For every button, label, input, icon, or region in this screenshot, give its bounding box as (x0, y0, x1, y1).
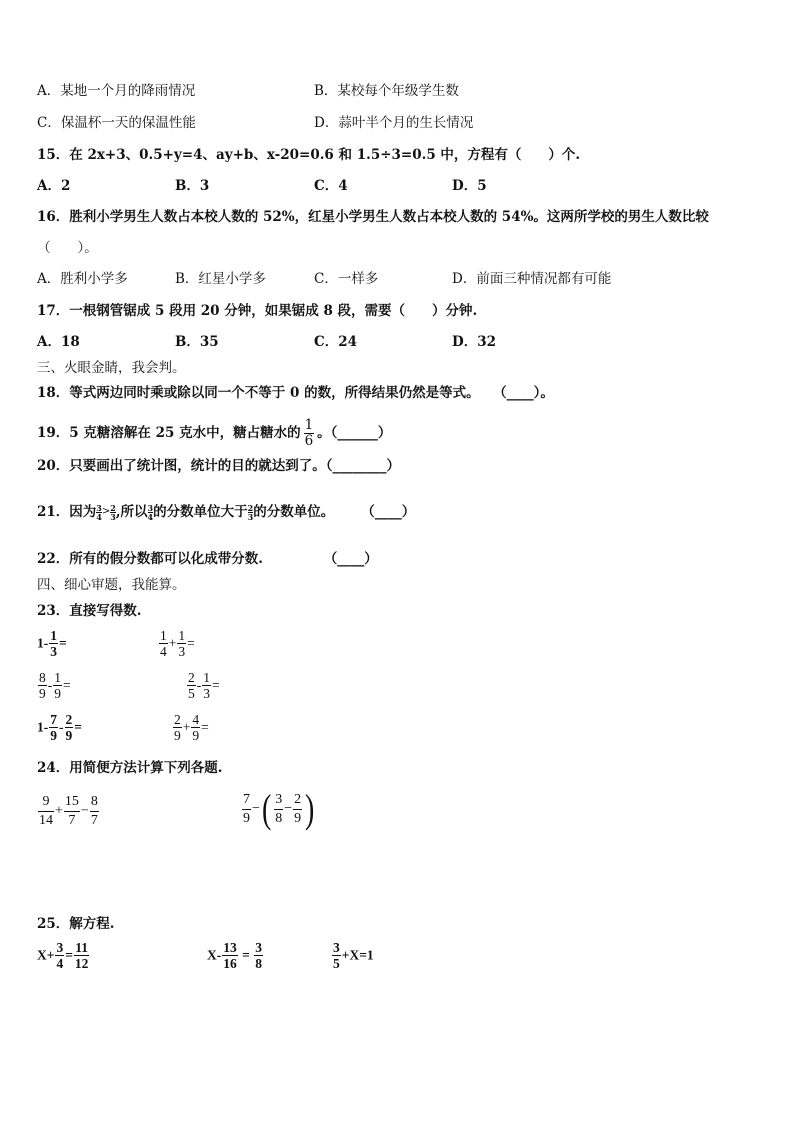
q19-fraction-den: 6 (304, 432, 314, 449)
fraction-denominator: 8 (255, 956, 262, 971)
math-text: X+ (37, 947, 55, 963)
math-fraction (49, 628, 58, 659)
fraction-denominator: 4 (56, 956, 64, 971)
fraction-numerator: 1 (54, 670, 61, 685)
q17-stem: 17．一根钢管锯成 5 段用 20 分钟，如果锯成 8 段，需要（ ）分钟. (37, 303, 478, 319)
math-fraction (202, 670, 211, 701)
math-fraction (65, 712, 74, 743)
q15-option-d: D．5 (452, 178, 487, 194)
math-text: - (196, 677, 202, 693)
q24-stem: 24．用简便方法计算下列各题. (37, 760, 223, 776)
fraction-numerator: 3 (56, 940, 64, 955)
math-fraction (64, 793, 80, 830)
q17-option-d: D．32 (452, 334, 496, 350)
math-text: = (187, 635, 195, 651)
fraction-numerator: 1 (178, 628, 186, 643)
fraction-numerator: 2 (188, 670, 195, 685)
fraction-denominator: 5 (188, 686, 195, 701)
fraction-numerator: 4 (192, 712, 200, 727)
fraction-numerator: 11 (75, 940, 89, 955)
q16-option-c: C．一样多 (314, 271, 379, 287)
q25-stem: 25．解方程. (37, 916, 115, 932)
fraction-numerator: 15 (64, 794, 79, 809)
q21-text-4: 的分数单位。 （____） (253, 504, 416, 520)
q16-option-b: B．红星小学多 (175, 271, 266, 287)
q23-item-1 (37, 628, 67, 659)
q19-text-after: 。（______） (317, 425, 392, 441)
q25-equation-3 (331, 940, 374, 971)
fraction-denominator: 7 (90, 813, 98, 828)
math-text: = (238, 947, 254, 963)
q23-item-2 (158, 628, 195, 659)
math-text: X- (207, 947, 222, 963)
q14-option-c: C．保温杯一天的保温性能 (37, 115, 196, 131)
q15-option-a: A．2 (37, 178, 71, 194)
q24-e2-frac-b: 3 8 (275, 791, 283, 826)
math-text: 1- (37, 719, 49, 735)
q24-left-paren: ( (261, 786, 272, 831)
math-fraction (254, 940, 263, 971)
q21-text-2: ,所以 (115, 504, 148, 520)
fraction-denominator: 3 (203, 686, 210, 701)
q23-item-3 (37, 670, 71, 701)
math-fraction (38, 793, 54, 830)
q17-option-c: C．24 (314, 334, 358, 350)
q17-option-a: A．18 (37, 334, 80, 350)
q21-fraction-1: 3 4 (96, 502, 102, 522)
math-fraction (38, 670, 47, 701)
q21-fraction-4: 2 3 (247, 502, 254, 522)
q24-right-paren: ) (305, 786, 315, 831)
q16-stem: 16．胜利小学男生人数占本校人数的 52%，红星小学男生人数占本校人数的 54%。这两所学校的男生人数比较 (37, 209, 709, 225)
q21-text-3: 的分数单位大于 (153, 504, 248, 520)
fraction-denominator: 9 (50, 728, 57, 743)
fraction-numerator: 1 (203, 670, 210, 685)
q14-option-d: D．蒜叶半个月的生长情况 (314, 115, 474, 131)
math-text: - (47, 677, 53, 693)
math-fraction (74, 940, 90, 971)
fraction-denominator: 3 (178, 644, 186, 659)
fraction-numerator: 1 (50, 628, 57, 643)
fraction-denominator: 12 (74, 956, 89, 971)
q19-text-before: 19．5 克糖溶解在 25 克水中，糖占糖水的 (37, 425, 301, 441)
q16-stem-blank: （ ）。 (37, 240, 98, 256)
section-3-heading: 三、火眼金睛，我会判。 (37, 360, 186, 376)
q19-statement (37, 416, 391, 450)
q20-statement: 20．只要画出了统计图，统计的目的就达到了。（________） (37, 458, 401, 474)
math-fraction (53, 670, 62, 701)
math-fraction (159, 628, 168, 659)
math-text: = (65, 947, 73, 963)
fraction-denominator: 4 (160, 644, 167, 659)
fraction-numerator: 13 (223, 940, 237, 955)
q16-option-d: D．前面三种情况都有可能 (452, 271, 612, 287)
q22-statement: 22．所有的假分数都可以化成带分数. （____） (37, 551, 378, 567)
math-text: = (212, 677, 220, 693)
fraction-denominator: 9 (192, 728, 200, 743)
fraction-numerator: 3 (333, 940, 340, 955)
fraction-numerator: 7 (50, 712, 57, 727)
q21-fraction-3: 3 4 (147, 502, 154, 522)
math-fraction (55, 940, 64, 971)
q19-fraction (304, 418, 315, 449)
math-text: + (55, 803, 63, 819)
section-4-heading: 四、细心审题，我能算。 (37, 577, 186, 593)
fraction-denominator: 14 (39, 813, 53, 828)
q15-option-b: B．3 (175, 178, 210, 194)
q21-statement (37, 500, 415, 524)
q14-option-b: B．某校每个年级学生数 (314, 83, 459, 99)
q25-equation-1 (37, 940, 90, 971)
math-text: +X=1 (341, 947, 374, 963)
math-text: = (201, 719, 209, 735)
fraction-denominator: 9 (39, 686, 46, 701)
math-fraction (173, 712, 182, 743)
q24-e2-frac-c: 2 9 (294, 791, 302, 826)
q24-expression-2: 7 9 − ( 3 8 − 2 9 ) (243, 786, 315, 831)
math-text: = (59, 635, 67, 651)
fraction-numerator: 8 (90, 794, 98, 809)
fraction-numerator: 9 (42, 794, 50, 809)
q24-expression-1 (37, 793, 100, 830)
fraction-numerator: 8 (39, 670, 46, 685)
math-text: = (63, 677, 71, 693)
math-fraction (332, 940, 341, 971)
q15-option-c: C．4 (314, 178, 348, 194)
q23-stem: 23．直接写得数. (37, 603, 142, 619)
math-fraction (49, 712, 58, 743)
math-text: = (74, 719, 82, 735)
fraction-denominator: 9 (65, 728, 73, 743)
q23-item-4 (186, 670, 220, 701)
q17-option-b: B．35 (175, 334, 219, 350)
q16-option-a: A．胜利小学多 (37, 271, 128, 287)
q14-option-a: A．某地一个月的降雨情况 (37, 83, 196, 99)
q15-stem: 15．在 2x+3、0.5+y=4、ay+b、x-20=0.6 和 1.5÷3=0.5 中，方程有（ ）个. (37, 147, 581, 163)
q18-statement: 18．等式两边同时乘或除以同一个不等于 0 的数，所得结果仍然是等式。 （____）。 (37, 385, 554, 401)
math-fraction (187, 670, 196, 701)
math-text: 1- (37, 635, 49, 651)
fraction-numerator: 3 (255, 940, 262, 955)
fraction-denominator: 9 (174, 728, 181, 743)
q23-item-5 (37, 712, 82, 743)
q21-fraction-2: 2 3 (110, 502, 116, 522)
fraction-denominator: 7 (68, 813, 76, 828)
fraction-denominator: 5 (333, 956, 340, 971)
fraction-denominator: 9 (54, 686, 61, 701)
q24-e2-frac-a: 7 9 (243, 791, 250, 826)
fraction-numerator: 2 (174, 712, 181, 727)
math-text: - (59, 719, 64, 735)
math-fraction (177, 628, 186, 659)
fraction-denominator: 16 (223, 956, 237, 971)
math-text: + (168, 635, 177, 651)
fraction-numerator: 2 (65, 712, 73, 727)
fraction-denominator: 3 (50, 644, 57, 659)
q25-equation-2 (207, 940, 264, 971)
q19-fraction-num: 1 (304, 416, 314, 433)
math-text: + (182, 719, 191, 735)
math-fraction (90, 793, 99, 830)
math-fraction (222, 940, 238, 971)
math-text: − (80, 803, 89, 819)
math-fraction (191, 712, 200, 743)
q21-greater-sign: > (101, 506, 111, 517)
q23-item-6 (172, 712, 209, 743)
fraction-numerator: 1 (160, 628, 167, 643)
q21-text-1: 21．因为 (37, 504, 97, 520)
